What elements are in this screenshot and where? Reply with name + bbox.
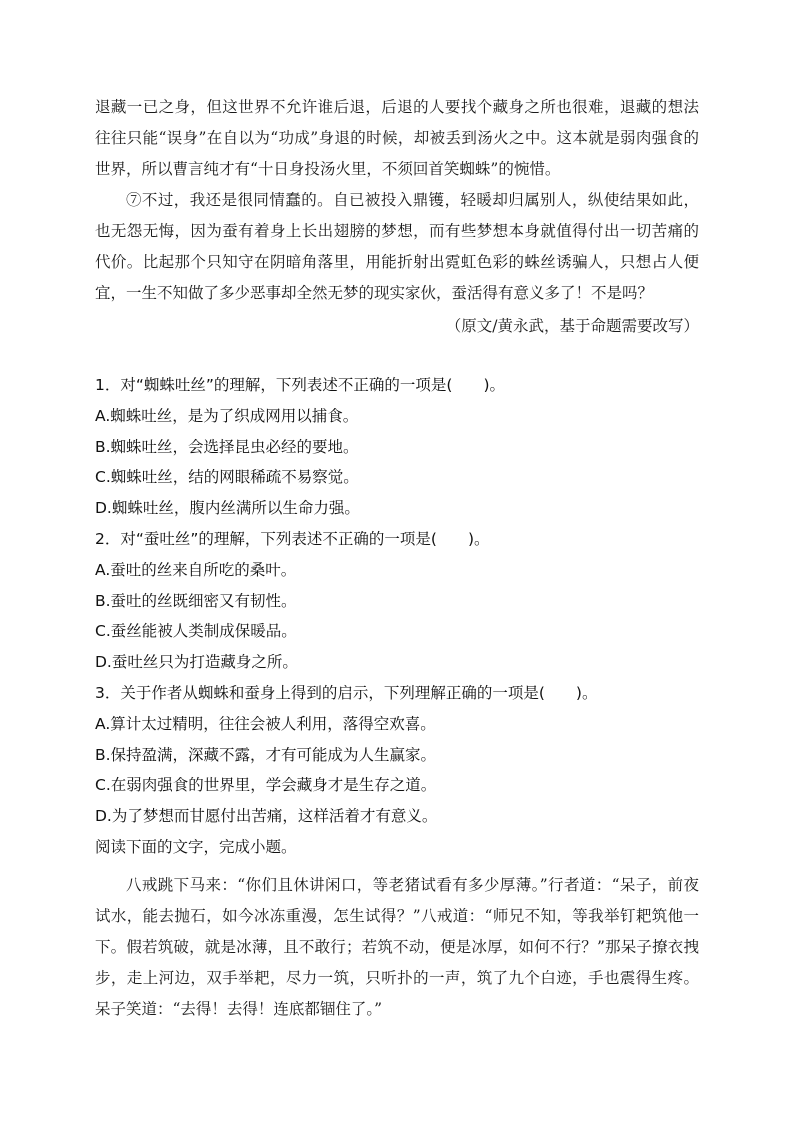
answer-option[interactable]: B.蜘蛛吐丝，会选择昆虫必经的要地。 <box>95 437 359 456</box>
answer-option[interactable]: B.蚕吐的丝既细密又有韧性。 <box>95 591 297 610</box>
answer-option[interactable]: D.为了梦想而甘愿付出苦痛，这样活着才有意义。 <box>95 807 438 826</box>
passage-paragraph: 退藏一已之身，但这世界不允许谁后退，后退的人要找个藏身之所也很难，退藏的想法往往只能“误身”在自以为“功成”身退的时候，却被丢到汤火之中。这本就是弱肉强食的世界，所以曹言纯才有“十日身投汤火里，不须回首笑蜘蛛”的惋惜。 <box>95 98 699 178</box>
answer-option[interactable]: A.算计太过精明，往往会被人利用，落得空欢喜。 <box>95 714 436 733</box>
question-stem: 1．对“蜘蛛吐丝”的理解，下列表述不正确的一项是( )。 <box>95 376 506 394</box>
answer-option[interactable]: C.在弱肉强食的世界里，学会藏身才是生存之道。 <box>95 776 437 795</box>
passage-source: （原文/黄永武，基于命题需要改写） <box>445 317 699 335</box>
question-stem: 3．关于作者从蜘蛛和蚕身上得到的启示，下列理解正确的一项是( )。 <box>95 683 598 702</box>
question-list <box>95 370 699 863</box>
passage2-paragraph: 八戒跳下马来：“你们且休讲闲口，等老猪试看有多少厚薄。”行者道：“呆子，前夜试水，能去抛石，如今冰冻重漫，怎生试得？”八戒道：“师兄不知，等我举钉耙筑他一下。假若筑破，就是冰薄，且不敢行；若筑不动，便是冰厚，如何不行？”那呆子撩衣拽步，走上河边，双手举耙，尽力一筑，只听扑的一声，筑了九个白迹，手也震得生疼。呆子笑道：“去得！去得！连底都锢住了。” <box>95 876 699 1018</box>
answer-option[interactable]: C.蚕丝能被人类制成保暖品。 <box>95 622 297 641</box>
answer-option[interactable]: A.蜘蛛吐丝，是为了织成网用以捕食。 <box>95 406 359 425</box>
question-stem: 2．对“蚕吐丝”的理解，下列表述不正确的一项是( )。 <box>95 529 490 548</box>
answer-option[interactable]: C.蜘蛛吐丝，结的网眼稀疏不易察觉。 <box>95 468 359 487</box>
answer-option[interactable]: D.蚕吐丝只为打造藏身之所。 <box>95 653 298 672</box>
reading-instruction: 阅读下面的文字，完成小题。 <box>95 837 297 856</box>
answer-option[interactable]: B.保持盈满，深藏不露，才有可能成为人生赢家。 <box>95 745 437 764</box>
reading-passage <box>95 92 699 342</box>
passage-paragraph-7: ⑦不过，我还是很同情蠢的。自已被投入鼎镬，轻暖却归属别人，纵使结果如此，也无怨无悔，因为蚕有着身上长出翅膀的梦想，而有些梦想本身就值得付出一切苦痛的代价。比起那个只知守在阴暗角落里，用能折射出霓虹色彩的蛛丝诱骗人，只想占人便宜，一生不知做了多少恶事却全然无梦的现实家伙，蚕活得有意义多了！不是吗？ <box>95 191 699 302</box>
second-passage <box>95 870 699 1025</box>
answer-option[interactable]: A.蚕吐的丝来自所吃的桑叶。 <box>95 560 297 579</box>
answer-option[interactable]: D.蜘蛛吐丝，腹内丝满所以生命力强。 <box>95 499 360 518</box>
